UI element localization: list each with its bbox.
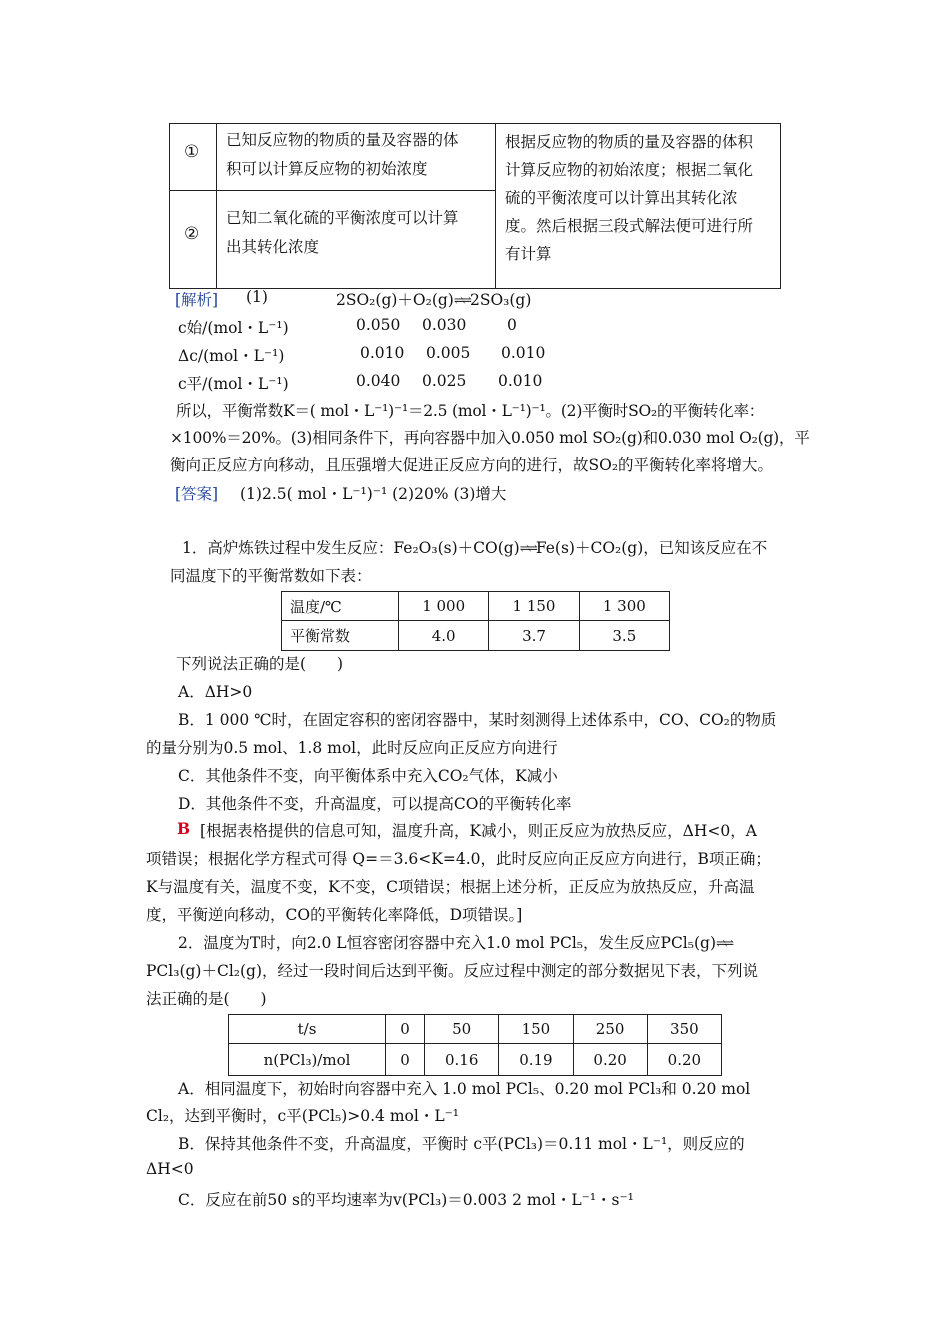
q2-table [228, 1014, 722, 1076]
analysis-row-1-label: c始/(mol・L⁻¹) [178, 319, 289, 337]
q1-header-label: 温度/℃ [282, 592, 399, 621]
q1-stem-right: Fe(s)＋CO₂(g)，已知该反应在不 [535, 539, 768, 557]
q1-prompt: 下列说法正确的是( ) [176, 655, 344, 673]
q1-option-c: C．其他条件不变，向平衡体系中充入CO₂气体，K减小 [178, 767, 558, 785]
q1-row-1150: 3.7 [489, 621, 579, 651]
analysis-row-2-label: Δc/(mol・L⁻¹) [178, 347, 285, 365]
q2-row-150: 0.19 [499, 1044, 573, 1076]
equilibrium-arrow-icon: ⇌⇌ [519, 541, 536, 555]
q1-option-a: A．ΔH>0 [178, 683, 253, 701]
analysis-row-3-label: c平/(mol・L⁻¹) [178, 375, 289, 393]
q2-header-150: 150 [499, 1015, 573, 1044]
q1-explain-2: 项错误；根据化学方程式可得 Q=＝3.6<K=4.0，此时反应向正反应方向进行，B项正确； [146, 850, 771, 868]
intro-row-1-number: ① [184, 142, 200, 162]
q1-row-label: 平衡常数 [282, 621, 399, 651]
intro-table-row-divider [169, 190, 496, 191]
q2-option-a: A．相同温度下，初始时向容器中充入 1.0 mol PCl₅、0.20 mol PCl₃和 0.20 mol [178, 1080, 751, 1098]
intro-row-2-line-2: 出其转化浓度 [226, 238, 320, 256]
analysis-para-3: 衡向正反应方向移动，且压强增大促进正反应方向的进行，故SO₂的平衡转化率将增大。 [170, 456, 774, 474]
intro-right-line-4: 度。然后根据三段式解法便可进行所 [505, 217, 754, 235]
intro-table-divider-right [495, 123, 496, 289]
intro-right-line-3: 硫的平衡浓度可以计算出其转化浓 [505, 189, 738, 207]
intro-row-2-text [226, 204, 492, 262]
q1-header-1300: 1 300 [579, 592, 669, 621]
q1-option-b-cont: 的量分别为0.5 mol、1.8 mol，此时反应向正反应方向进行 [146, 739, 558, 757]
q2-stem-line-2: PCl₃(g)＋Cl₂(g)，经过一段时间后达到平衡。反应过程中测定的部分数据见下表，下列说 [146, 962, 759, 980]
q2-header-350: 350 [647, 1015, 721, 1044]
analysis-row-3-v2: 0.025 [422, 372, 467, 390]
equation-right: 2SO₃(g) [469, 291, 532, 309]
analysis-tag: [解析] [175, 291, 219, 309]
intro-row-1-line-1: 已知反应物的物质的量及容器的体 [226, 131, 459, 149]
analysis-row-3-v1: 0.040 [356, 372, 401, 390]
q2-option-c: C．反应在前50 s的平均速率为v(PCl₃)＝0.003 2 mol・L⁻¹・s⁻¹ [178, 1191, 634, 1209]
q1-option-b: B．1 000 ℃时，在固定容积的密闭容器中，某时刻测得上述体系中，CO、CO₂的物质 [178, 711, 777, 729]
q2-header-0: 0 [386, 1015, 425, 1044]
q1-explain-1: [根据表格提供的信息可知，温度升高，K减小，则正反应为放热反应，ΔH<0，A [200, 822, 757, 840]
q1-row-1300: 3.5 [579, 621, 669, 651]
equilibrium-arrow-icon: ⇌⇌ [716, 936, 733, 950]
q2-option-b: B．保持其他条件不变，升高温度，平衡时 c平(PCl₃)＝0.11 mol・L⁻¹，则反应的 [178, 1135, 745, 1153]
q1-row-1000: 4.0 [399, 621, 489, 651]
intro-table-divider-num [216, 123, 217, 289]
q2-header-250: 250 [573, 1015, 647, 1044]
equilibrium-arrow-icon: ⇌⇌ [453, 293, 470, 307]
intro-right-text [505, 128, 777, 268]
intro-right-line-1: 根据反应物的物质的量及容器的体积 [505, 133, 754, 151]
analysis-part: (1) [246, 288, 268, 306]
q1-header-1000: 1 000 [399, 592, 489, 621]
q2-header-label: t/s [229, 1015, 386, 1044]
q1-stem-line-2: 同温度下的平衡常数如下表： [170, 567, 372, 585]
q2-option-a-cont: Cl₂，达到平衡时，c平(PCl₅)>0.4 mol・L⁻¹ [146, 1107, 460, 1125]
q2-stem-left: 2．温度为T时，向2.0 L恒容密闭容器中充入1.0 mol PCl₅，发生反应PCl₅(g) [178, 934, 716, 952]
analysis-row-3-v3: 0.010 [498, 372, 543, 390]
analysis-row-1-v2: 0.030 [422, 316, 467, 334]
q1-answer-letter: B [177, 819, 191, 838]
answer-text: (1)2.5( mol・L⁻¹)⁻¹ (2)20% (3)增大 [240, 485, 507, 503]
analysis-row-1-v3: 0 [507, 316, 517, 334]
q1-explain-3: K与温度有关，温度不变，K不变，C项错误；根据上述分析，正反应为放热反应，升高温 [146, 878, 755, 896]
q2-row-250: 0.20 [573, 1044, 647, 1076]
analysis-para-1: 所以，平衡常数K＝( mol・L⁻¹)⁻¹＝2.5 (mol・L⁻¹)⁻¹。(2)平衡时SO₂的平衡转化率： [176, 402, 765, 420]
q1-explain-4: 度，平衡逆向移动，CO的平衡转化率降低，D项错误。] [146, 906, 523, 924]
analysis-para-2: ×100%＝20%。(3)相同条件下，再向容器中加入0.050 mol SO₂(g)和0.030 mol O₂(g)，平 [170, 429, 810, 447]
equation-left: 2SO₂(g)＋O₂(g) [336, 291, 454, 309]
q1-stem-left: 1．高炉炼铁过程中发生反应：Fe₂O₃(s)＋CO(g) [182, 539, 520, 557]
analysis-row-1-v1: 0.050 [356, 316, 401, 334]
q2-stem-line-1 [178, 931, 732, 953]
q2-option-b-cont: ΔH<0 [146, 1160, 194, 1178]
q1-header-1150: 1 150 [489, 592, 579, 621]
analysis-row-2-v1: 0.010 [360, 344, 405, 362]
intro-right-line-2: 计算反应物的初始浓度；根据二氧化 [505, 161, 754, 179]
analysis-row-2-v3: 0.010 [501, 344, 546, 362]
analysis-equation [336, 288, 531, 310]
q2-stem-line-3: 法正确的是( ) [146, 990, 267, 1008]
q2-header-50: 50 [425, 1015, 499, 1044]
q2-row-0: 0 [386, 1044, 425, 1076]
analysis-row-2-v2: 0.005 [426, 344, 471, 362]
q2-row-350: 0.20 [647, 1044, 721, 1076]
q1-option-d: D．其他条件不变，升高温度，可以提高CO的平衡转化率 [178, 795, 572, 813]
q2-row-label: n(PCl₃)/mol [229, 1044, 386, 1076]
q1-table [281, 591, 670, 651]
q2-row-50: 0.16 [425, 1044, 499, 1076]
answer-tag: [答案] [175, 485, 219, 503]
intro-row-1-text [226, 126, 492, 184]
intro-row-2-line-1: 已知二氧化硫的平衡浓度可以计算 [226, 209, 459, 227]
intro-right-line-5: 有计算 [505, 245, 552, 263]
q1-stem-line-1 [182, 536, 767, 558]
intro-row-1-line-2: 积可以计算反应物的初始浓度 [226, 160, 428, 178]
intro-row-2-number: ② [184, 224, 200, 244]
